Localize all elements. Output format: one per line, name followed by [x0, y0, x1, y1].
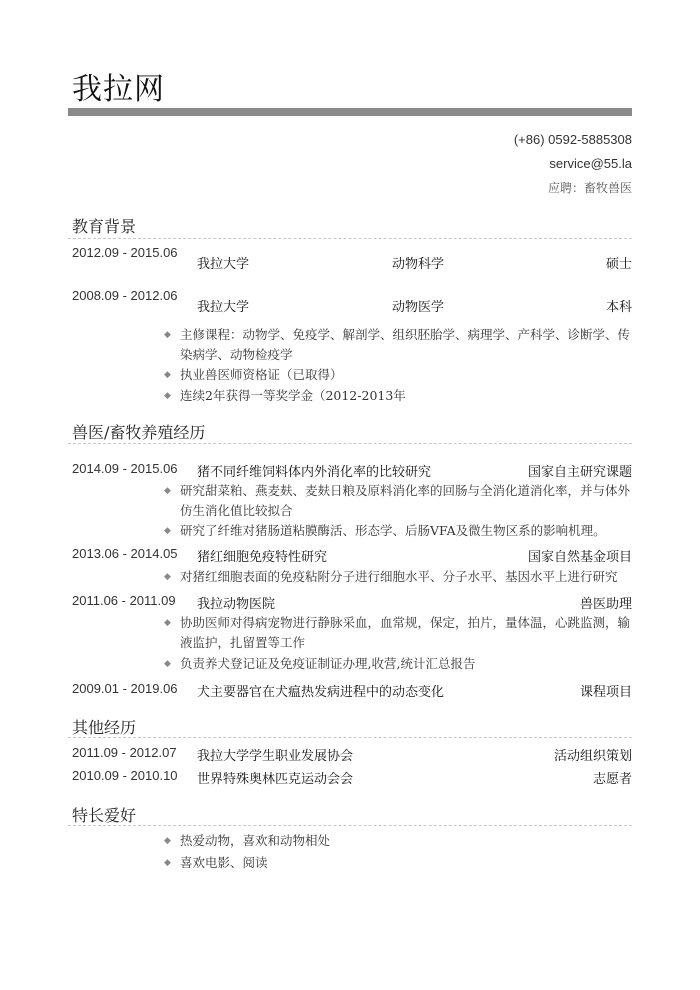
- bullet-text: 连续2年获得一等奖学金（2012-2013年: [180, 388, 406, 403]
- diamond-bullet-icon: ◆: [164, 391, 171, 401]
- section-title-other: 其他经历: [72, 718, 137, 737]
- project-name: 我拉动物医院: [197, 597, 276, 612]
- list-item: [164, 325, 632, 365]
- list-item: [164, 853, 632, 873]
- school: 我拉大学: [197, 257, 250, 272]
- role: 课程项目: [579, 685, 632, 700]
- section-title-experience: 兽医/畜牧养殖经历: [72, 423, 206, 442]
- education-row: [72, 245, 632, 272]
- list-item: [164, 654, 632, 674]
- other-row: [72, 745, 632, 763]
- date: 2012.09 - 2015.06: [72, 245, 178, 260]
- other-row: [72, 768, 632, 786]
- list-item: [164, 386, 632, 406]
- bullet-text: 对猪红细胞表面的免疫粘附分子进行细胞水平、分子水平、基因水平上进行研究: [180, 569, 618, 584]
- job-objective: 应聘：畜牧兽医: [547, 181, 632, 195]
- degree: 本科: [605, 300, 632, 315]
- divider: [68, 825, 632, 826]
- bullet-text: 执业兽医师资格证（已取得）: [180, 367, 343, 382]
- project-name: 猪红细胞免疫特性研究: [197, 550, 328, 565]
- list-item: [164, 831, 632, 851]
- degree: 硕士: [605, 257, 632, 272]
- experience-row: [72, 681, 632, 699]
- email: service@55.la: [549, 156, 632, 171]
- diamond-bullet-icon: ◆: [164, 836, 171, 846]
- date: 2013.06 - 2014.05: [72, 546, 178, 561]
- major: 动物科学: [392, 257, 445, 272]
- role: 兽医助理: [579, 597, 632, 612]
- diamond-bullet-icon: ◆: [164, 330, 171, 340]
- bullet-text: 负责养犬登记证及免疫证制证办理,收营,统计汇总报告: [180, 656, 476, 671]
- experience-row: [72, 593, 632, 611]
- resume-name: 我拉网: [72, 72, 165, 107]
- diamond-bullet-icon: ◆: [164, 486, 171, 496]
- project-name: 猪不同纤维饲料体内外消化率的比较研究: [197, 465, 432, 480]
- experience-row: [72, 461, 632, 479]
- list-item: [164, 521, 632, 541]
- date: 2010.09 - 2010.10: [72, 768, 178, 783]
- divider: [68, 737, 632, 738]
- project-name: 犬主要器官在犬瘟热发病进程中的动态变化: [197, 685, 445, 700]
- list-item: [164, 613, 632, 653]
- diamond-bullet-icon: ◆: [164, 572, 171, 582]
- diamond-bullet-icon: ◆: [164, 526, 171, 536]
- section-title-hobbies: 特长爱好: [72, 806, 137, 825]
- section-title-education: 教育背景: [72, 217, 137, 236]
- list-item: [164, 365, 632, 385]
- list-item: [164, 567, 632, 587]
- bullet-text: 协助医师对得病宠物进行静脉采血，血常规，保定，拍片，量体温，心跳监测，输液监护，扎留置等工作: [180, 615, 631, 650]
- organization: 世界特殊奥林匹克运动会会: [197, 772, 354, 787]
- divider: [68, 238, 632, 239]
- header-bar: [68, 108, 632, 116]
- education-row: [72, 288, 632, 315]
- experience-row: [72, 546, 632, 564]
- diamond-bullet-icon: ◆: [164, 858, 171, 868]
- phone: (+86) 0592-5885308: [513, 132, 632, 147]
- role: 志愿者: [592, 772, 632, 787]
- bullet-text: 研究了纤维对猪肠道粘膜酶活、形态学、后肠VFA及微生物区系的影响机理。: [180, 523, 606, 538]
- diamond-bullet-icon: ◆: [164, 618, 171, 628]
- date: 2014.09 - 2015.06: [72, 461, 178, 476]
- role: 国家自主研究课题: [527, 465, 632, 480]
- date: 2008.09 - 2012.06: [72, 288, 178, 303]
- date: 2011.09 - 2012.07: [72, 745, 177, 760]
- organization: 我拉大学学生职业发展协会: [197, 749, 354, 764]
- divider: [68, 443, 632, 444]
- date: 2009.01 - 2019.06: [72, 681, 178, 696]
- bullet-text: 喜欢电影、阅读: [180, 855, 268, 870]
- diamond-bullet-icon: ◆: [164, 370, 171, 380]
- date: 2011.06 - 2011.09: [72, 593, 176, 608]
- role: 活动组织策划: [553, 749, 632, 764]
- role: 国家自然基金项目: [527, 550, 632, 565]
- school: 我拉大学: [197, 300, 250, 315]
- major: 动物医学: [392, 300, 445, 315]
- diamond-bullet-icon: ◆: [164, 659, 171, 669]
- bullet-text: 热爱动物，喜欢和动物相处: [180, 833, 331, 848]
- list-item: [164, 481, 632, 521]
- bullet-text: 研究甜菜粕、燕麦麸、麦麸日粮及原料消化率的回肠与全消化道消化率，并与体外仿生消化值比较拟合: [180, 483, 631, 518]
- bullet-text: 主修课程：动物学、免疫学、解剖学、组织胚胎学、病理学、产科学、诊断学、传染病学、动物检疫学: [180, 327, 631, 362]
